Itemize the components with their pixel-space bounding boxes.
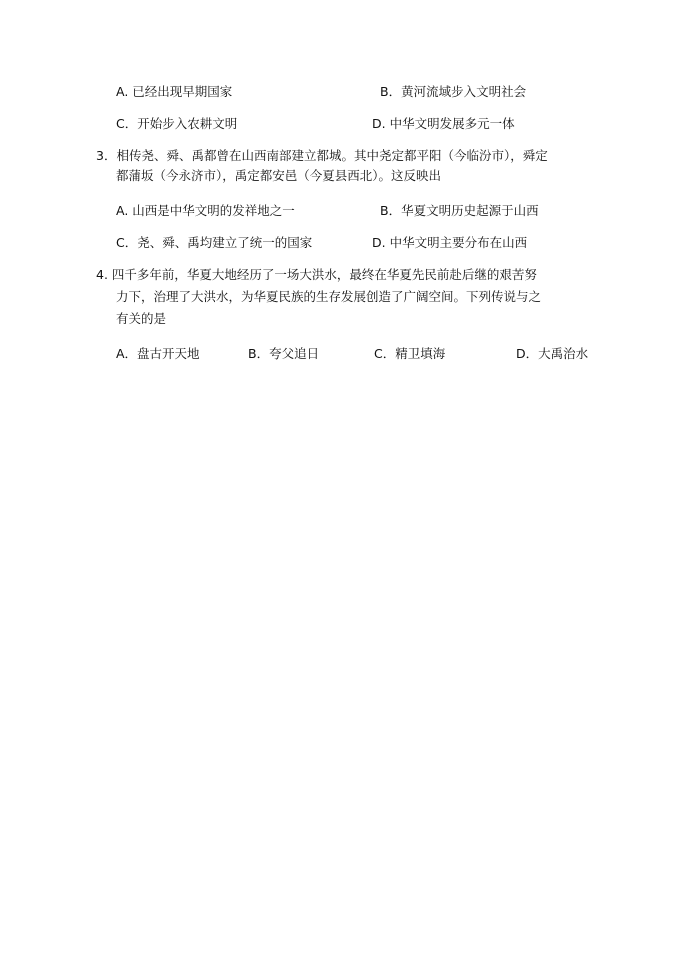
q4-stem-line2: 力下，治理了大洪水，为华夏民族的生存发展创造了广阔空间。下列传说与之: [116, 289, 542, 304]
q3-option-a: A. 山西是中华文明的发祥地之一: [116, 203, 295, 218]
q3-option-b: B．华夏文明历史起源于山西: [380, 203, 539, 218]
q4-stem-line3: 有关的是: [116, 311, 167, 326]
q4-option-a: A．盘古开天地: [116, 346, 200, 361]
q4-option-b: B．夸父追日: [248, 346, 320, 361]
q4-stem-line1: 4. 四千多年前，华夏大地经历了一场大洪水，最终在华夏先民前赴后继的艰苦努: [96, 267, 537, 282]
q2-option-c: C．开始步入农耕文明: [116, 116, 238, 131]
q2-option-a: A. 已经出现早期国家: [116, 84, 233, 99]
q3-option-c: C．尧、舜、禹均建立了统一的国家: [116, 235, 313, 250]
q2-option-d: D. 中华文明发展多元一体: [372, 116, 515, 131]
q3-stem-line1: 3．相传尧、舜、禹都曾在山西南部建立都城。其中尧定都平阳（今临汾市），舜定: [96, 148, 548, 163]
q3-stem-line2: 都蒲坂（今永济市），禹定都安邑（今夏县西北）。这反映出: [116, 168, 442, 183]
q2-option-b: B．黄河流域步入文明社会: [380, 84, 527, 99]
q4-option-c: C．精卫填海: [374, 346, 446, 361]
q4-option-d: D．大禹治水: [516, 346, 589, 361]
q3-option-d: D. 中华文明主要分布在山西: [372, 235, 528, 250]
